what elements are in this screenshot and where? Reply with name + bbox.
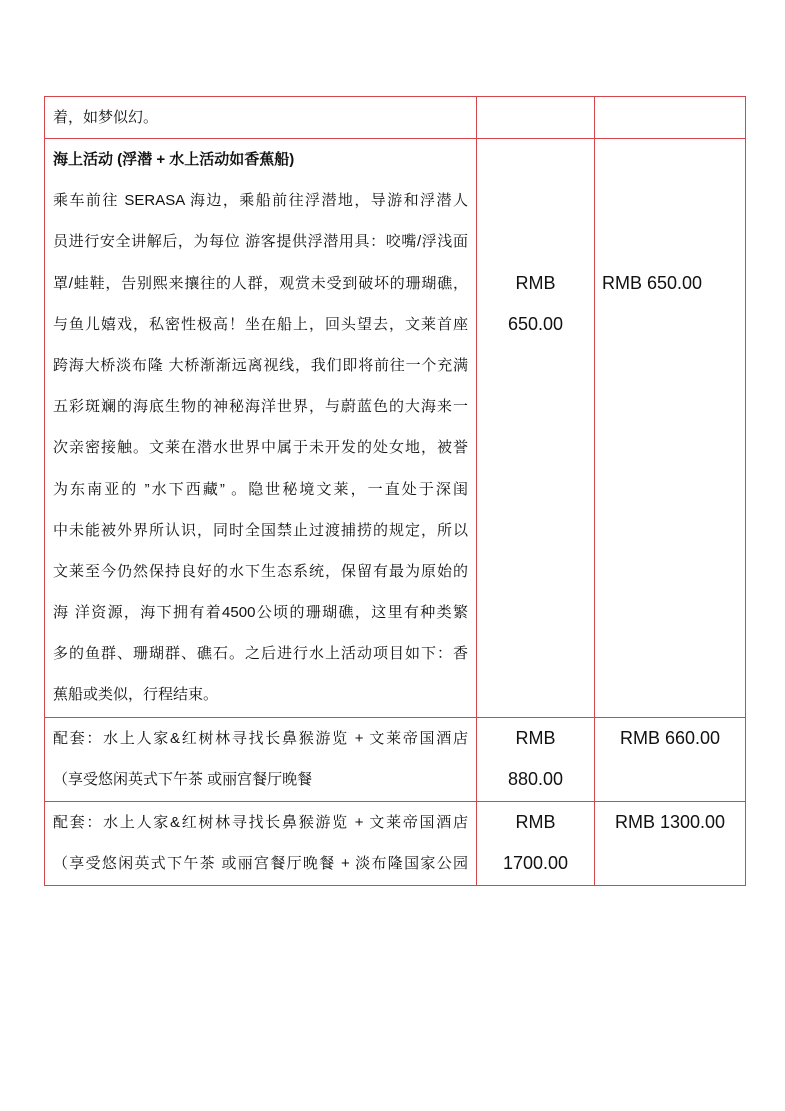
row-1-description-cell [45,97,477,139]
price-currency: RMB [515,812,556,832]
description-line: 蕉船或类似，行程结束。 [53,686,219,704]
row-4-price-cell [477,802,595,886]
price-currency: RMB [515,273,556,293]
total-price: RMB 1300.00 [614,812,726,832]
itinerary-price-table [44,96,746,886]
price-amount: 650.00 [507,314,564,335]
price-amount: 880.00 [507,769,564,790]
package-line: （享受悠闲英式下午茶 或丽宫餐厅晚餐 + 淡布隆国家公园 [53,855,468,873]
row-1-total-price-cell [595,97,746,139]
row-3-total-price-cell [595,718,746,802]
package-line: （享受悠闲英式下午茶 或丽宫餐厅晚餐 [53,771,313,789]
total-price: RMB 660.00 [619,728,721,748]
row-2-price-cell [477,139,595,718]
price-currency: RMB [515,728,556,748]
description-line: 多的鱼群、珊瑚群、礁石。之后进行水上活动项目如下：香 [53,645,468,663]
row-4-total-price-cell [595,802,746,886]
description-line: 次亲密接触。文莱在潜水世界中属于未开发的处女地，被誉 [53,439,468,457]
description-line: 为东南亚的 ”水下西藏” 。隐世秘境文莱，一直处于深闺 [53,480,468,498]
description-line: 文莱至今仍然保持良好的水下生态系统，保留有最为原始的 [53,562,468,580]
row-2-description-cell [45,139,477,718]
description-line: 与鱼儿嬉戏，私密性极高！坐在船上，回头望去，文莱首座 [53,315,468,333]
row-4-description-cell [45,802,477,886]
description-line: 海 洋资源，海下拥有着4500公顷的珊瑚礁，这里有种类繁 [53,604,468,622]
total-price: RMB 650.00 [602,273,703,293]
activity-title: 海上活动 (浮潜 + 水上活动如香蕉船) [53,151,295,168]
price-amount: 1700.00 [502,853,569,874]
package-line: 配套：水上人家&红树林寻找长鼻猴游览 + 文莱帝国酒店 [53,814,468,831]
row-2-total-price-cell [595,139,746,718]
row-3-price-cell [477,718,595,802]
description-line: 罩/蛙鞋，告别熙来攘往的人群，观赏未受到破坏的珊瑚礁， [53,274,468,292]
description-line: 着，如梦似幻。 [53,109,159,126]
row-3-description-cell [45,718,477,802]
package-line: 配套：水上人家&红树林寻找长鼻猴游览 + 文莱帝国酒店 [53,730,468,747]
description-line: 中未能被外界所认识，同时全国禁止过渡捕捞的规定，所以 [53,521,468,539]
description-line: 五彩斑斓的海底生物的神秘海洋世界，与蔚蓝色的大海来一 [53,398,468,416]
description-line: 跨海大桥淡布隆 大桥渐渐远离视线，我们即将前往一个充满 [53,356,468,374]
description-line: 员进行安全讲解后，为每位 游客提供浮潜用具：咬嘴/浮浅面 [53,233,468,251]
description-line: 乘车前往 SERASA 海边，乘船前往浮潜地，导游和浮潜人 [53,192,468,210]
row-1-price-cell [477,97,595,139]
